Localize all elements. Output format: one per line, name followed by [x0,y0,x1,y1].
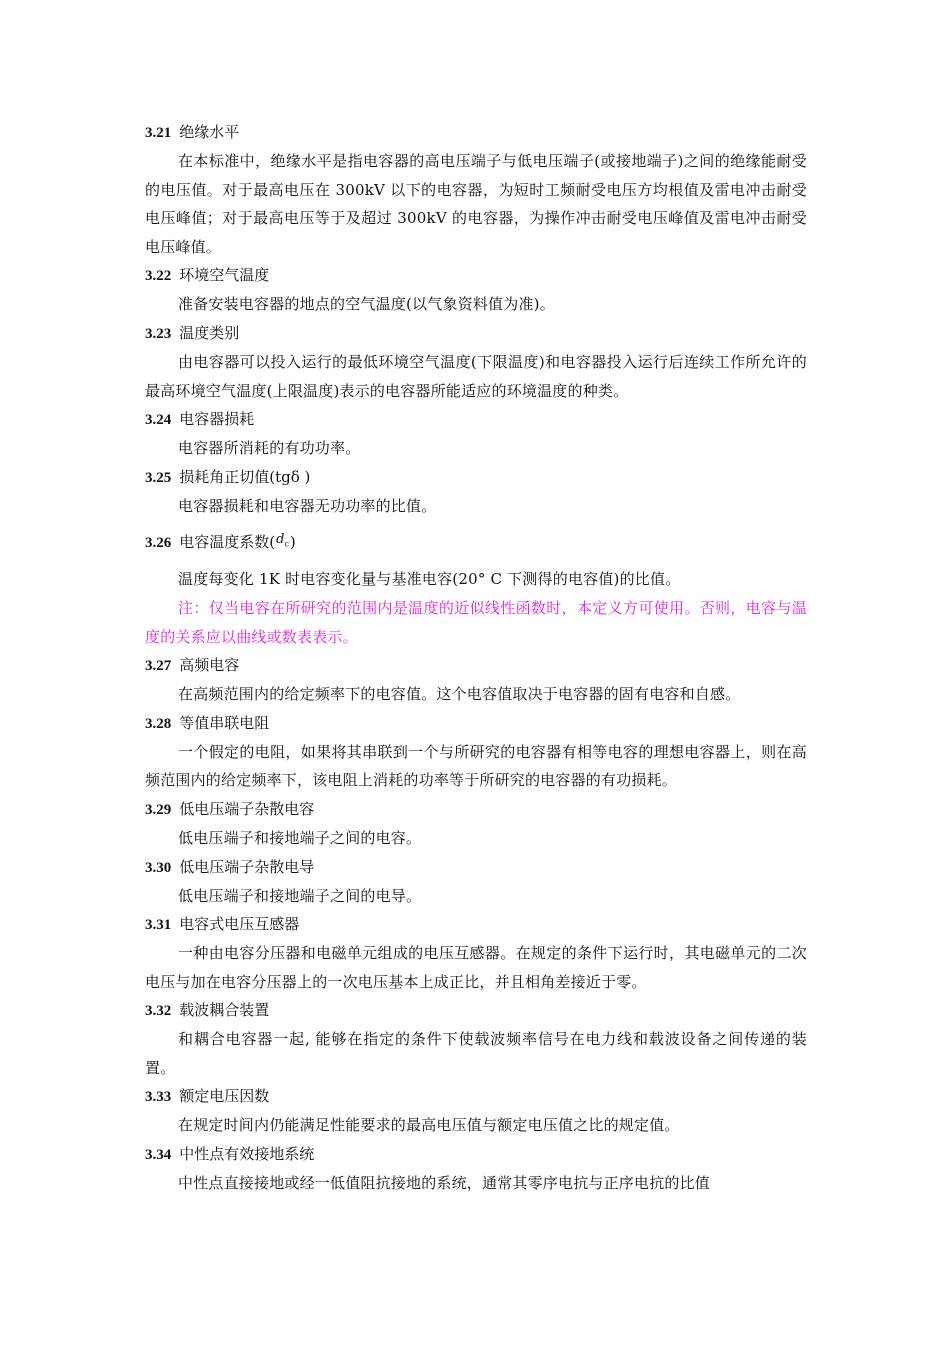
spacer [145,520,807,528]
section-title: 低电压端子杂散电导 [179,857,315,876]
section-number: 3.34 [145,1147,172,1164]
section-number: 3.28 [145,715,172,732]
temperature-coefficient-symbol [276,532,289,547]
section-heading-3-21 [145,118,807,147]
section-title: 等值串联电阻 [179,713,270,732]
section-number: 3.29 [145,801,172,818]
section-heading-3-27 [145,651,807,680]
section-body: 在高频范围内的给定频率下的电容值。这个电容值取决于电容器的固有电容和自感。 [178,685,741,704]
section-title: 环境空气温度 [179,266,270,285]
section-title: 电容式电压互感器 [179,915,300,934]
section-heading-3-29 [145,795,807,824]
section-heading-3-30 [145,853,807,882]
section-body: 在本标准中，绝缘水平是指电容器的高电压端子与低电压端子(或接地端子)之间的绝缘能耐受的电压值。对于最高电压在 300kV 以下的电容器，为短时工频耐受电压方均根值及雷电冲击耐受电压峰值；对于最高电压等于及超过 300kV 的电容器，为操作冲击耐受电压峰值及雷电冲击耐受电压峰值。 [145,152,807,256]
section-number: 3.27 [145,658,172,675]
section-body: 由电容器可以投入运行的最低环境空气温度(下限温度)和电容器投入运行后连续工作所允许的最高环境空气温度(上限温度)表示的电容器所能适应的环境温度的种类。 [145,352,807,400]
section-heading-3-24 [145,405,807,434]
section-title: 载波耦合装置 [179,1001,270,1020]
section-heading-3-33 [145,1082,807,1111]
section-body: 中性点直接接地或经一低值阻抗接地的系统，通常其零序电抗与正序电抗的比值 [178,1174,711,1193]
section-body: 准备安装电容器的地点的空气温度(以气象资料值为准)。 [178,295,555,314]
section-title-prefix: 电容温度系数( [179,533,276,552]
section-body: 低电压端子和接地端子之间的电容。 [178,828,422,847]
section-title: 温度类别 [179,323,240,342]
document-page [145,118,807,1198]
section-title-suffix: ) [289,533,296,552]
section-number: 3.30 [145,859,172,876]
section-body: 在规定时间内仍能满足性能要求的最高电压值与额定电压值之比的规定值。 [178,1116,680,1135]
section-body: 和耦合电容器一起, 能够在指定的条件下使载波频率信号在电力线和载波设备之间传递的装置。 [145,1030,807,1077]
section-number: 3.21 [145,125,172,141]
section-heading-3-28 [145,709,807,738]
section-heading-3-26 [145,528,807,557]
section-title: 中性点有效接地系统 [179,1145,315,1164]
section-title: 损耗角正切值(tgδ ) [179,467,311,486]
section-body: 温度每变化 1K 时电容变化量与基准电容(20° C 下测得的电容值)的比值。 [178,570,681,589]
section-number: 3.32 [145,1003,172,1020]
section-title: 高频电容 [179,656,240,675]
spacer [145,557,807,565]
section-body: 一种由电容分压器和电磁单元组成的电压互感器。在规定的条件下运行时，其电磁单元的二次电压与加在电容分压器上的一次电压基本上成正比，并且相角差接近于零。 [145,944,807,991]
section-heading-3-34 [145,1140,807,1169]
symbol-letter: d [276,532,285,548]
section-note: 注：仅当电容在所研究的范围内是温度的近似线性函数时，本定义方可使用。否则，电容与温度的关系应以曲线或数表表示。 [145,598,807,646]
section-title: 绝缘水平 [179,123,240,141]
section-body: 电容器所消耗的有功功率。 [178,439,361,458]
section-title: 额定电压因数 [179,1087,270,1106]
section-number: 3.31 [145,917,172,934]
section-number: 3.24 [145,412,172,429]
section-heading-3-25 [145,463,807,492]
section-body: 一个假定的电阻，如果将其串联到一个与所研究的电容器有相等电容的理想电容器上，则在高频范围内的给定频率下，该电阻上消耗的功率等于所研究的电容器的有功损耗。 [145,742,807,790]
section-number: 3.22 [145,268,172,285]
section-body: 电容器损耗和电容器无功功率的比值。 [178,496,437,515]
section-heading-3-22 [145,261,807,290]
section-title: 低电压端子杂散电容 [179,799,315,818]
section-heading-3-32 [145,996,807,1025]
section-number: 3.25 [145,469,172,486]
section-number: 3.23 [145,325,172,342]
section-number: 3.26 [145,535,172,552]
section-number: 3.33 [145,1089,172,1106]
section-heading-3-31 [145,910,807,939]
symbol-subscript: c [284,539,289,549]
section-body: 低电压端子和接地端子之间的电导。 [178,886,422,905]
section-heading-3-23 [145,319,807,348]
section-title: 电容器损耗 [179,410,255,429]
